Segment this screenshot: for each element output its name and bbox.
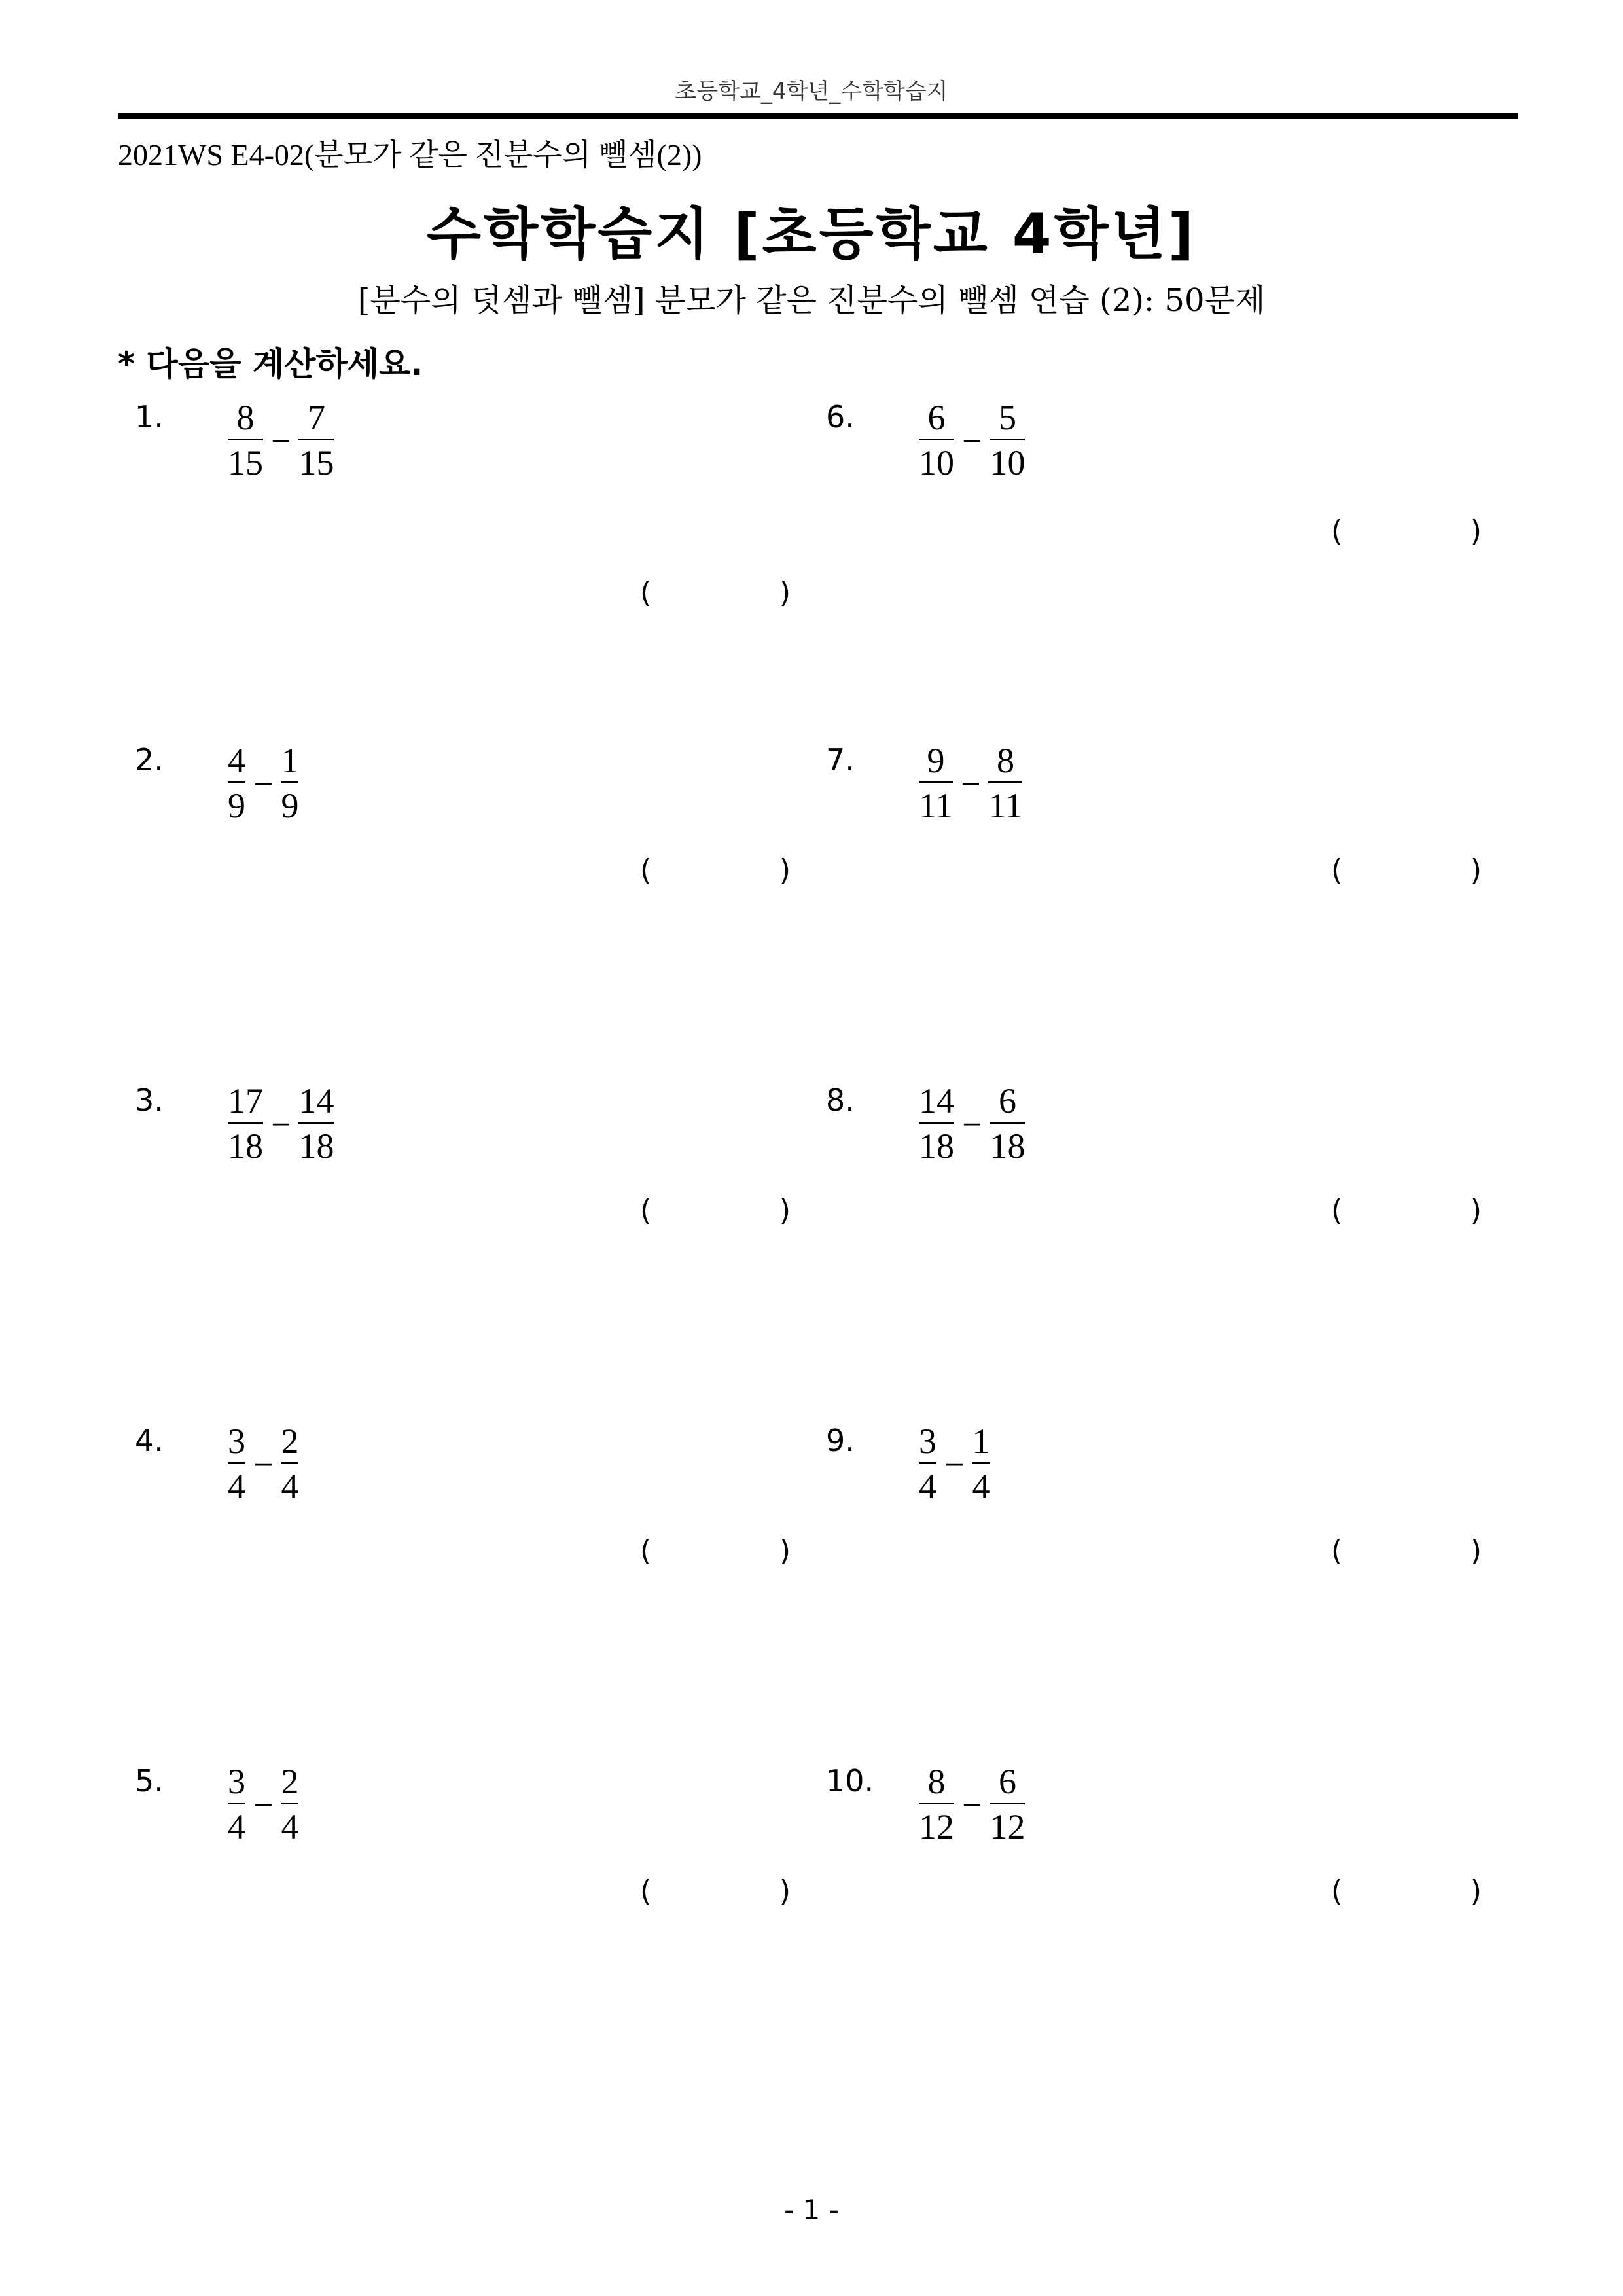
numerator: 6 (998, 1762, 1016, 1801)
problem-number: 7. (826, 742, 855, 778)
paren-open: ( (1331, 1874, 1343, 1908)
fraction-b (276, 1420, 304, 1509)
minus-operator: − (962, 1104, 982, 1144)
page-number: - 1 - (784, 2194, 839, 2226)
numerator: 14 (298, 1081, 334, 1121)
denominator: 15 (298, 443, 334, 482)
denominator: 4 (228, 1467, 245, 1506)
fraction-b (293, 397, 339, 485)
denominator: 10 (990, 443, 1026, 482)
numerator: 17 (228, 1081, 263, 1121)
numerator: 2 (281, 1422, 299, 1461)
denominator: 9 (281, 786, 299, 825)
fraction-expression (223, 1420, 304, 1509)
minus-operator: − (271, 421, 291, 461)
numerator: 5 (998, 398, 1016, 437)
paren-open: ( (1331, 514, 1343, 548)
paren-close: ) (779, 1534, 791, 1568)
problem-5 (118, 1763, 798, 2064)
numerator: 4 (228, 741, 245, 780)
fraction-expression (914, 740, 1027, 828)
denominator: 18 (298, 1126, 334, 1166)
denominator: 12 (990, 1807, 1026, 1846)
fraction-a (223, 1080, 268, 1168)
fraction-b (984, 1080, 1030, 1168)
answer-box[interactable] (1331, 1194, 1482, 1227)
paren-close: ) (1470, 514, 1482, 548)
answer-box[interactable] (1331, 1874, 1482, 1908)
denominator: 12 (919, 1807, 954, 1846)
denominator: 4 (281, 1467, 299, 1506)
paren-open: ( (640, 1534, 652, 1568)
fraction-a (914, 1080, 959, 1168)
fraction-expression (914, 1420, 995, 1509)
problem-1 (118, 399, 798, 700)
denominator: 4 (281, 1807, 299, 1846)
fraction-a (223, 1420, 251, 1509)
paren-close: ) (779, 1194, 791, 1227)
fraction-a (223, 740, 251, 828)
numerator: 8 (236, 398, 255, 437)
fraction-expression (223, 1080, 339, 1168)
minus-operator: − (962, 421, 982, 461)
denominator: 9 (228, 786, 245, 825)
fraction-b (984, 397, 1030, 485)
paren-close: ) (1470, 1874, 1482, 1908)
denominator: 18 (990, 1126, 1026, 1166)
denominator: 4 (919, 1467, 936, 1506)
fraction-expression (914, 1761, 1030, 1849)
minus-operator: − (962, 1785, 982, 1825)
paren-open: ( (640, 853, 652, 887)
problem-7 (809, 742, 1489, 1043)
numerator: 7 (307, 398, 325, 437)
answer-box[interactable] (640, 853, 791, 887)
problem-2 (118, 742, 798, 1043)
problem-number: 6. (826, 399, 855, 435)
problem-number: 1. (135, 399, 164, 435)
fraction-b (293, 1080, 339, 1168)
paren-open: ( (1331, 1534, 1343, 1568)
answer-box[interactable] (1331, 1534, 1482, 1568)
fraction-expression (223, 397, 339, 485)
answer-box[interactable] (1331, 853, 1482, 887)
fraction-b (276, 1761, 304, 1849)
minus-operator: − (253, 764, 274, 804)
denominator: 15 (228, 443, 263, 482)
problem-number: 4. (135, 1423, 164, 1458)
problem-6 (809, 399, 1489, 700)
denominator: 4 (972, 1467, 990, 1506)
numerator: 1 (972, 1422, 990, 1461)
fraction-expression (914, 397, 1030, 485)
problem-10 (809, 1763, 1489, 2064)
page-subtitle: [분수의 덧셈과 뺄셈] 분모가 같은 진분수의 뺄셈 연습 (2): 50문제 (357, 282, 1266, 319)
problem-number: 9. (826, 1423, 855, 1458)
numerator: 14 (919, 1081, 954, 1121)
problem-4 (118, 1423, 798, 1724)
paren-close: ) (1470, 853, 1482, 887)
minus-operator: − (253, 1444, 274, 1484)
answer-box[interactable] (640, 1874, 791, 1908)
paren-close: ) (779, 1874, 791, 1908)
header-note: 초등학교_4학년_수학학습지 (675, 79, 948, 105)
fraction-a (914, 397, 959, 485)
paren-close: ) (779, 853, 791, 887)
denominator: 11 (988, 786, 1023, 825)
numerator: 3 (228, 1422, 245, 1461)
denominator: 4 (228, 1807, 245, 1846)
numerator: 3 (228, 1762, 245, 1801)
fraction-expression (914, 1080, 1030, 1168)
numerator: 8 (927, 1762, 946, 1801)
denominator: 10 (919, 443, 954, 482)
fraction-expression (223, 740, 304, 828)
minus-operator: − (271, 1104, 291, 1144)
problem-number: 2. (135, 742, 164, 778)
denominator: 18 (919, 1126, 954, 1166)
paren-open: ( (1331, 853, 1343, 887)
minus-operator: − (961, 764, 981, 804)
problem-8 (809, 1083, 1489, 1384)
instruction: * 다음을 계산하세요. (118, 345, 423, 383)
paren-close: ) (1470, 1534, 1482, 1568)
denominator: 11 (919, 786, 953, 825)
minus-operator: − (944, 1444, 965, 1484)
fraction-a (914, 1420, 942, 1509)
fraction-b (967, 1420, 995, 1509)
numerator: 6 (927, 398, 946, 437)
fraction-b (984, 1761, 1030, 1849)
paren-open: ( (1331, 1194, 1343, 1227)
paren-close: ) (1470, 1194, 1482, 1227)
answer-box[interactable] (640, 1194, 791, 1227)
fraction-b (983, 740, 1027, 828)
numerator: 8 (996, 741, 1014, 780)
minus-operator: − (253, 1785, 274, 1825)
numerator: 3 (919, 1422, 936, 1461)
paren-open: ( (640, 1874, 652, 1908)
answer-box[interactable] (640, 1534, 791, 1568)
problem-number: 10. (826, 1763, 874, 1799)
problem-9 (809, 1423, 1489, 1724)
denominator: 18 (228, 1126, 263, 1166)
numerator: 9 (927, 741, 945, 780)
problem-3 (118, 1083, 798, 1384)
problem-number: 8. (826, 1083, 855, 1118)
fraction-b (276, 740, 304, 828)
paren-open: ( (640, 1194, 652, 1227)
worksheet-code: 2021WS E4-02(분모가 같은 진분수의 뺄셈(2)) (118, 138, 702, 171)
fraction-expression (223, 1761, 304, 1849)
fraction-a (914, 740, 958, 828)
problem-number: 5. (135, 1763, 164, 1799)
numerator: 2 (281, 1762, 299, 1801)
page-title: 수학학습지 [초등학교 4학년] (426, 202, 1197, 267)
fraction-a (223, 397, 268, 485)
answer-box[interactable] (640, 576, 791, 609)
paren-open: ( (640, 576, 652, 609)
top-rule (118, 113, 1518, 119)
paren-close: ) (779, 576, 791, 609)
answer-box[interactable] (1331, 514, 1482, 548)
numerator: 1 (281, 741, 299, 780)
fraction-a (223, 1761, 251, 1849)
numerator: 6 (998, 1081, 1016, 1121)
problem-number: 3. (135, 1083, 164, 1118)
fraction-a (914, 1761, 959, 1849)
